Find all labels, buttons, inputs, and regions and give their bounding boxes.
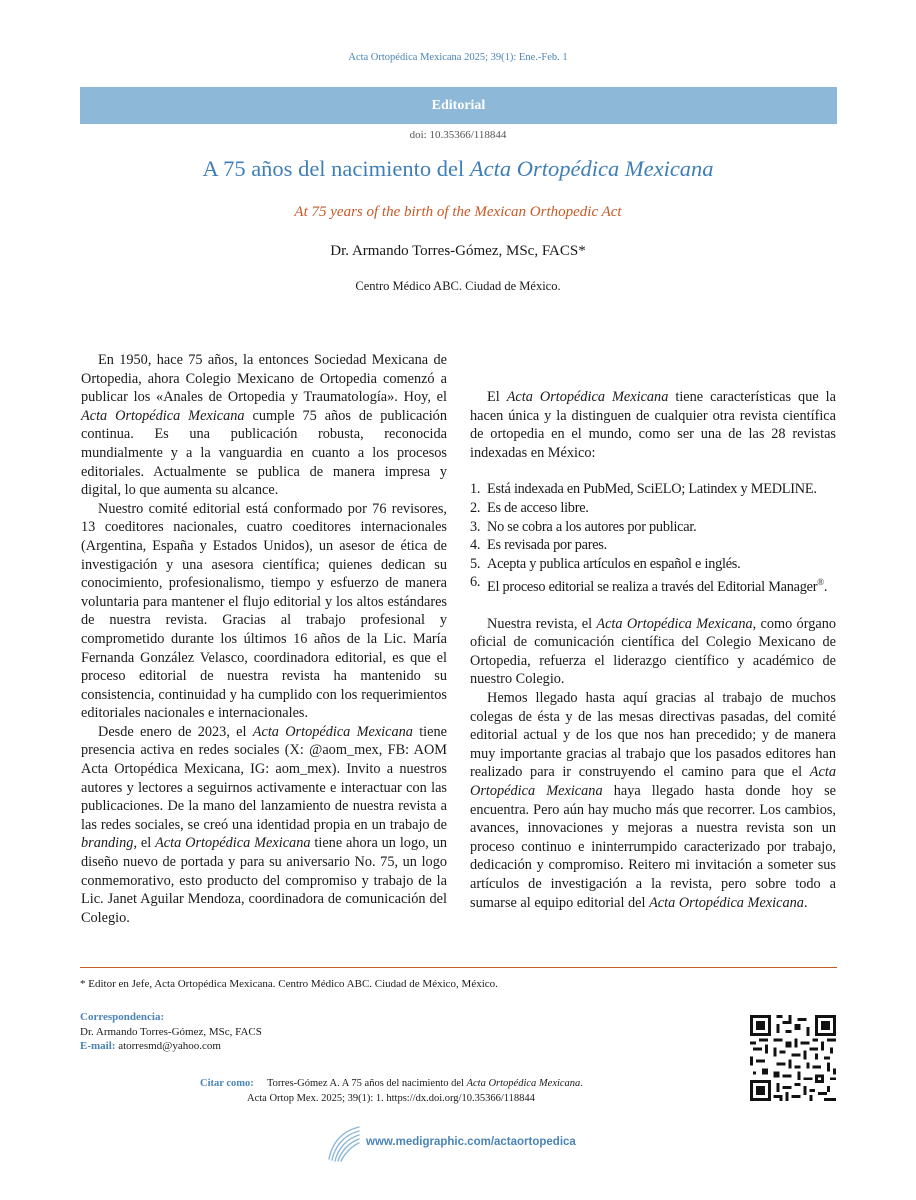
paragraph-2: Nuestro comité editorial está conformado por 76 revisores, 13 coeditores nacionales, cuatro coeditores internacionales (Argentina, España y Estados Unidos), un asesor de ética de investigación y una asesora científica; quienes dedican su conocimiento, profesionalismo, tiempo y esfuerzo de manera voluntaria para mantener el flujo editorial y los altos estándares de nuestra revista. Gracias al trabajo profesional y comprometido durante los últimos 16 años de la Lic. María Fernanda González Velasco, coordinadora editorial, es que el proceso editorial de nuestra revista ha mantenido su consistencia, continuidad y ha cumplido con los requerimientos editoriales nacionales e internacionales. xyxy=(81,500,447,722)
list-text: Es de acceso libre. xyxy=(487,499,589,516)
text-run: Desde enero de 2023, el xyxy=(98,723,253,740)
list-number: 4. xyxy=(470,537,481,554)
journal-name: Acta Ortopédica Mexicana xyxy=(466,1078,581,1089)
paragraph-4 xyxy=(470,388,836,462)
registered-mark: ® xyxy=(817,577,824,588)
text-run: . xyxy=(803,894,808,911)
list-item xyxy=(470,480,836,499)
list-text: No se cobra a los autores por publicar. xyxy=(487,518,697,535)
paragraph-5 xyxy=(470,615,836,689)
list-item xyxy=(470,573,836,596)
list-number: 2. xyxy=(470,499,481,516)
list-text: Acepta y publica artículos en español e inglés. xyxy=(487,555,741,572)
email-link[interactable]: atorresmd@yahoo.com xyxy=(118,1040,221,1052)
email-label: E-mail: xyxy=(80,1040,116,1052)
list-number: 6. xyxy=(470,574,481,591)
list-number: 5. xyxy=(470,555,481,572)
qr-code-icon xyxy=(750,1015,836,1101)
text-run: Nuestra revista, el xyxy=(487,615,597,632)
article-subtitle: At 75 years of the birth of the Mexican Orthopedic Act xyxy=(294,204,622,220)
author: Dr. Armando Torres-Gómez, MSc, FACS* xyxy=(330,243,586,259)
affiliation: Centro Médico ABC. Ciudad de México. xyxy=(355,279,561,293)
correspondence-name: Dr. Armando Torres-Gómez, MSc, FACS xyxy=(80,1025,262,1038)
text-run: tiene presencia activa en redes sociales (X: @aom_mex, FB: AOM Acta Ortopédica Mexicana, IG: aom_mex). Invito a nuestros autores y lectores a seguirnos activamente e interactuar con las publicaciones. De la mano del lanzamiento de nuestra revista a las redes sociales, se creó una identidad propia en un trabajo de xyxy=(81,723,447,833)
text-run: , como órgano oficial de comunicación científica del Colegio Mexicano de Ortopedia, refuerza el liderazgo científico y académico de nuestro Colegio. xyxy=(470,615,836,688)
list-item xyxy=(470,499,836,518)
citation-line-2[interactable]: Acta Ortop Mex. 2025; 39(1): 1. https://dx.doi.org/10.35366/118844 xyxy=(247,1093,535,1104)
list-text: Es revisada por pares. xyxy=(487,537,607,554)
list-text: Está indexada en PubMed, SciELO; Latindex y MEDLINE. xyxy=(487,481,817,498)
text-run: En 1950, hace 75 años, la entonces Sociedad Mexicana de Ortopedia, ahora Colegio Mexicano de Ortopedia comenzó a publicar los «Anales de Ortopedia y Traumatología». Hoy, el xyxy=(81,352,447,406)
section-label: Editorial xyxy=(431,97,486,113)
citation-line-1 xyxy=(200,1076,583,1091)
list-number: 1. xyxy=(470,481,481,498)
paragraph-1 xyxy=(81,351,447,500)
journal-name: Acta Ortopédica Mexicana xyxy=(470,764,836,800)
article-title-journal: Acta Ortopédica Mexicana xyxy=(469,156,714,181)
footnote: * Editor en Jefe, Acta Ortopédica Mexicana. Centro Médico ABC. Ciudad de México, México. xyxy=(80,978,498,990)
list-number: 3. xyxy=(470,518,481,535)
paragraph-6 xyxy=(470,689,836,912)
list-text: El proceso editorial se realiza a través del Editorial Manager xyxy=(487,579,818,596)
running-head: Acta Ortopédica Mexicana 2025; 39(1): Ene.-Feb. 1 xyxy=(348,52,568,63)
journal-name: Acta Ortopédica Mexicana xyxy=(596,615,753,632)
journal-name: Acta Ortopédica Mexicana xyxy=(252,723,413,740)
footnote-divider xyxy=(80,967,837,968)
correspondence-block xyxy=(80,1010,262,1054)
text-run: Hemos llegado hasta aquí gracias al trabajo de muchos colegas de ésta y de las mesas directivas pasadas, del comité editorial actual y de los que nos han precedido; y de manera muy importante gracias al trabajo que los pasados editores han realizado para ir construyendo el camino para que el xyxy=(470,690,836,781)
text-run: tiene ahora un logo, un diseño nuevo de portada y para su aniversario No. 75, un logo conmemorativo, esto producto del compromiso y trabajo de la Lic. Janet Aguilar Mendoza, coordinadora de comunicación del Colegio. xyxy=(81,835,447,926)
journal-name: Acta Ortopédica Mexicana xyxy=(506,389,669,405)
text-run: Torres-Gómez A. A 75 años del nacimiento del xyxy=(267,1078,467,1089)
text-run: El xyxy=(487,389,507,405)
medigraphic-logo-icon xyxy=(326,1123,362,1163)
section-band xyxy=(80,87,837,124)
journal-name: Acta Ortopédica Mexicana xyxy=(155,835,311,852)
correspondence-email-row xyxy=(80,1039,262,1054)
text-run: cumple 75 años de publicación continua. Es una publicación robusta, reconocida mundialmente y a la vanguardia en cuanto a los procesos editoriales. Actualmente se publica de manera impresa y digital, lo que aumenta su alcance. xyxy=(81,407,447,499)
text-run: . xyxy=(580,1078,583,1089)
journal-name: Acta Ortopédica Mexicana xyxy=(649,894,804,911)
correspondence-label: Correspondencia: xyxy=(80,1011,165,1023)
journal-name: Acta Ortopédica Mexicana xyxy=(81,407,245,424)
text-run: haya llegado hasta donde hoy se encuentra. Pero aún hay mucho más que recorrer. Los cambios, avances, innovaciones y mejoras a nuestra revista son un proceso continuo e ininterrumpido caracterizado por trabajo, dedicación y compromiso. Reitero mi invitación a someter sus artículos de investigación a la revista, pero sobre todo a sumarse al equipo editorial del xyxy=(470,783,836,911)
text-run: . xyxy=(823,579,828,596)
text-run: , el xyxy=(133,835,156,852)
doi: doi: 10.35366/118844 xyxy=(409,129,507,141)
column-left xyxy=(81,351,447,927)
list-item xyxy=(470,536,836,555)
citation-label: Citar como: xyxy=(200,1078,254,1089)
article-title-plain: A 75 años del nacimiento del xyxy=(202,156,470,181)
features-list xyxy=(470,480,836,596)
list-item xyxy=(470,555,836,574)
footer-url[interactable]: www.medigraphic.com/actaortopedica xyxy=(366,1136,576,1148)
article-title xyxy=(0,156,916,182)
list-item xyxy=(470,518,836,537)
text-run: tiene características que la hacen única y la distinguen de cualquier otra revista científica de ortopedia en el mundo, como ser una de las 28 revistas indexadas en México: xyxy=(470,389,837,461)
paragraph-3 xyxy=(81,723,447,928)
column-right xyxy=(470,388,836,912)
term-branding: branding xyxy=(81,835,134,852)
citation-block xyxy=(200,1076,583,1106)
